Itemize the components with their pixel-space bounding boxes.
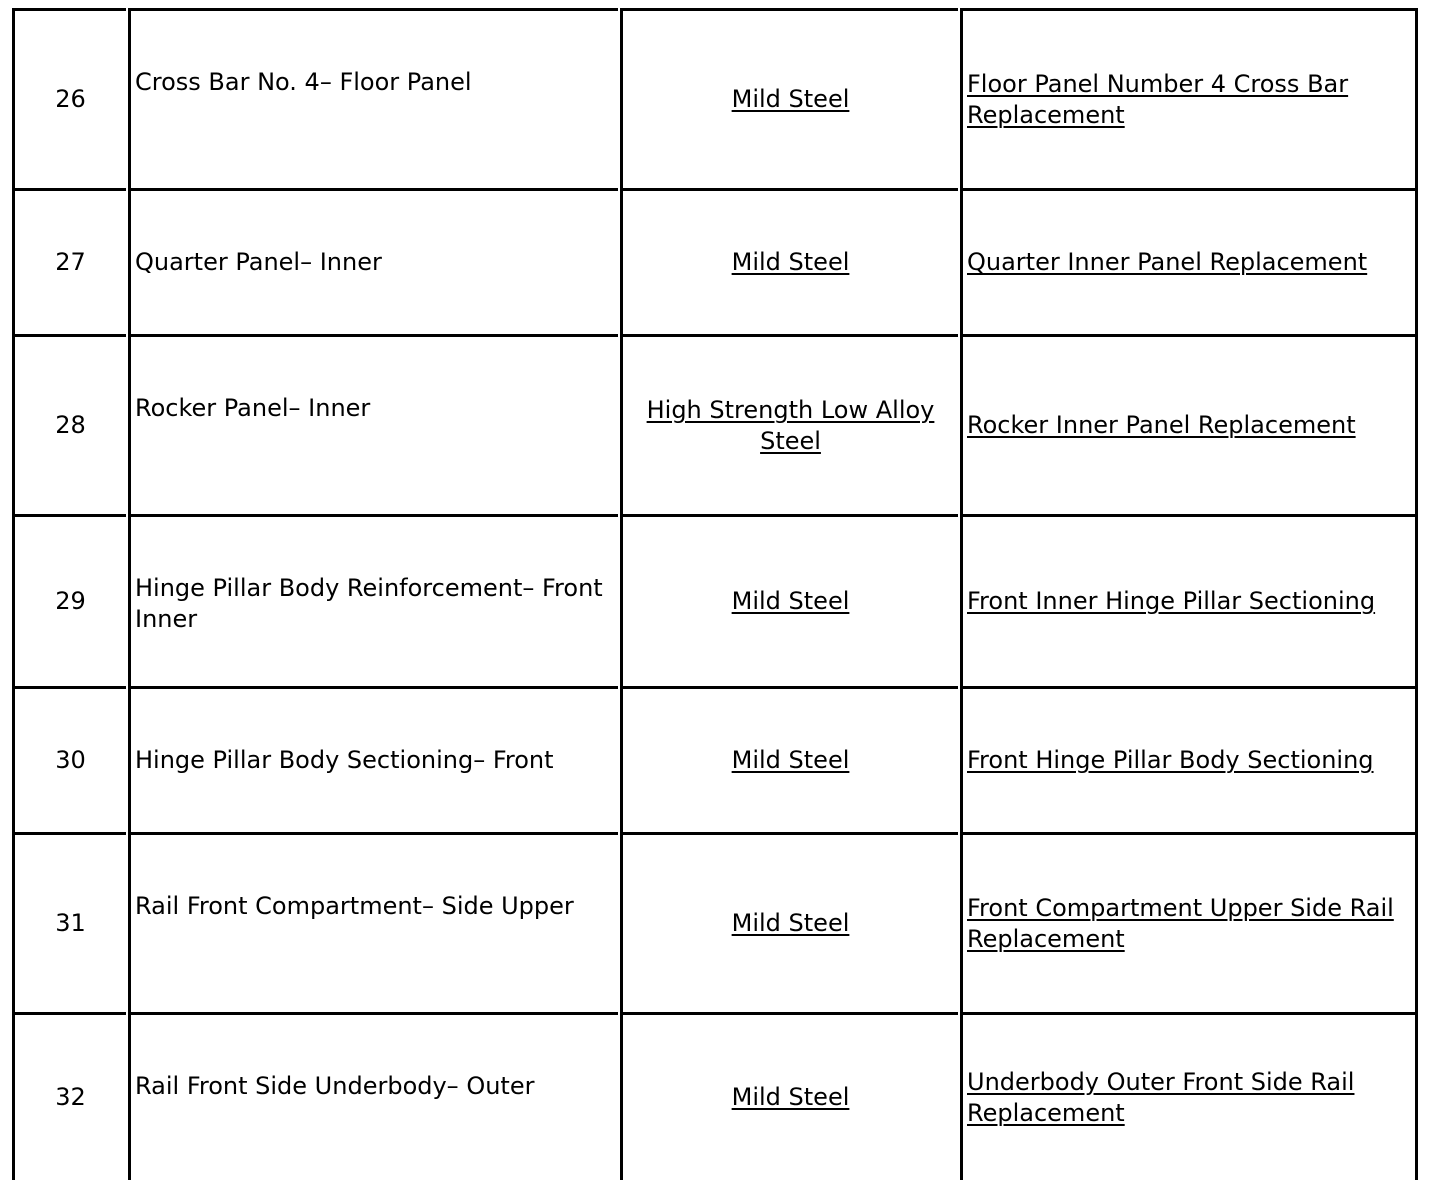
- row-number-text: 28: [55, 411, 86, 439]
- procedure-link[interactable]: Floor Panel Number 4 Cross Bar Replacement: [967, 69, 1349, 129]
- row-number-text: 32: [55, 1083, 86, 1111]
- procedure-cell: [960, 334, 1418, 514]
- row-number-text: 26: [55, 85, 86, 113]
- part-name: [128, 8, 618, 188]
- material-cell: [620, 514, 958, 686]
- row-number-text: 30: [55, 746, 86, 774]
- part-name: [128, 188, 618, 334]
- table-row: [12, 1012, 1422, 1180]
- procedure-cell: [960, 832, 1418, 1012]
- part-name: [128, 334, 618, 514]
- part-name: [128, 686, 618, 832]
- material-link[interactable]: Mild Steel: [731, 909, 850, 937]
- row-number: [12, 8, 126, 188]
- row-number: [12, 334, 126, 514]
- part-name-text: Hinge Pillar Body Sectioning– Front: [135, 746, 554, 774]
- parts-table: [12, 8, 1422, 1180]
- procedure-link[interactable]: Front Compartment Upper Side Rail Replacement: [967, 893, 1394, 953]
- procedure-link[interactable]: Underbody Outer Front Side Rail Replacement: [967, 1067, 1355, 1127]
- part-name-text: Rail Front Side Underbody– Outer: [135, 1072, 535, 1100]
- material-link[interactable]: Mild Steel: [731, 587, 850, 615]
- material-cell: [620, 686, 958, 832]
- material-cell: [620, 8, 958, 188]
- procedure-link[interactable]: Front Inner Hinge Pillar Sectioning: [967, 587, 1376, 615]
- procedure-link[interactable]: Quarter Inner Panel Replacement: [967, 248, 1368, 276]
- row-number: [12, 514, 126, 686]
- part-name-text: Quarter Panel– Inner: [135, 248, 382, 276]
- material-link[interactable]: Mild Steel: [731, 1083, 850, 1111]
- table-row: [12, 188, 1422, 334]
- table-row: [12, 8, 1422, 188]
- material-cell: [620, 1012, 958, 1180]
- row-number-text: 27: [55, 248, 86, 276]
- row-number-text: 29: [55, 587, 86, 615]
- material-link[interactable]: High Strength Low Alloy Steel: [646, 395, 935, 455]
- material-cell: [620, 832, 958, 1012]
- row-number: [12, 1012, 126, 1180]
- procedure-cell: [960, 1012, 1418, 1180]
- part-name-text: Rocker Panel– Inner: [135, 394, 371, 422]
- table-row: [12, 832, 1422, 1012]
- part-name-text: Hinge Pillar Body Reinforcement– Front Inner: [135, 574, 603, 633]
- procedure-cell: [960, 188, 1418, 334]
- row-number: [12, 832, 126, 1012]
- material-cell: [620, 334, 958, 514]
- material-link[interactable]: Mild Steel: [731, 85, 850, 113]
- procedure-link[interactable]: Front Hinge Pillar Body Sectioning: [967, 746, 1374, 774]
- material-link[interactable]: Mild Steel: [731, 248, 850, 276]
- row-number-text: 31: [55, 909, 86, 937]
- table-row: [12, 514, 1422, 686]
- procedure-cell: [960, 686, 1418, 832]
- part-name: [128, 514, 618, 686]
- material-link[interactable]: Mild Steel: [731, 746, 850, 774]
- procedure-link[interactable]: Rocker Inner Panel Replacement: [967, 411, 1356, 439]
- material-cell: [620, 188, 958, 334]
- row-number: [12, 188, 126, 334]
- part-name-text: Rail Front Compartment– Side Upper: [135, 892, 574, 920]
- part-name: [128, 832, 618, 1012]
- table-row: [12, 334, 1422, 514]
- row-number: [12, 686, 126, 832]
- table-row: [12, 686, 1422, 832]
- part-name-text: Cross Bar No. 4– Floor Panel: [135, 68, 472, 96]
- part-name: [128, 1012, 618, 1180]
- procedure-cell: [960, 8, 1418, 188]
- procedure-cell: [960, 514, 1418, 686]
